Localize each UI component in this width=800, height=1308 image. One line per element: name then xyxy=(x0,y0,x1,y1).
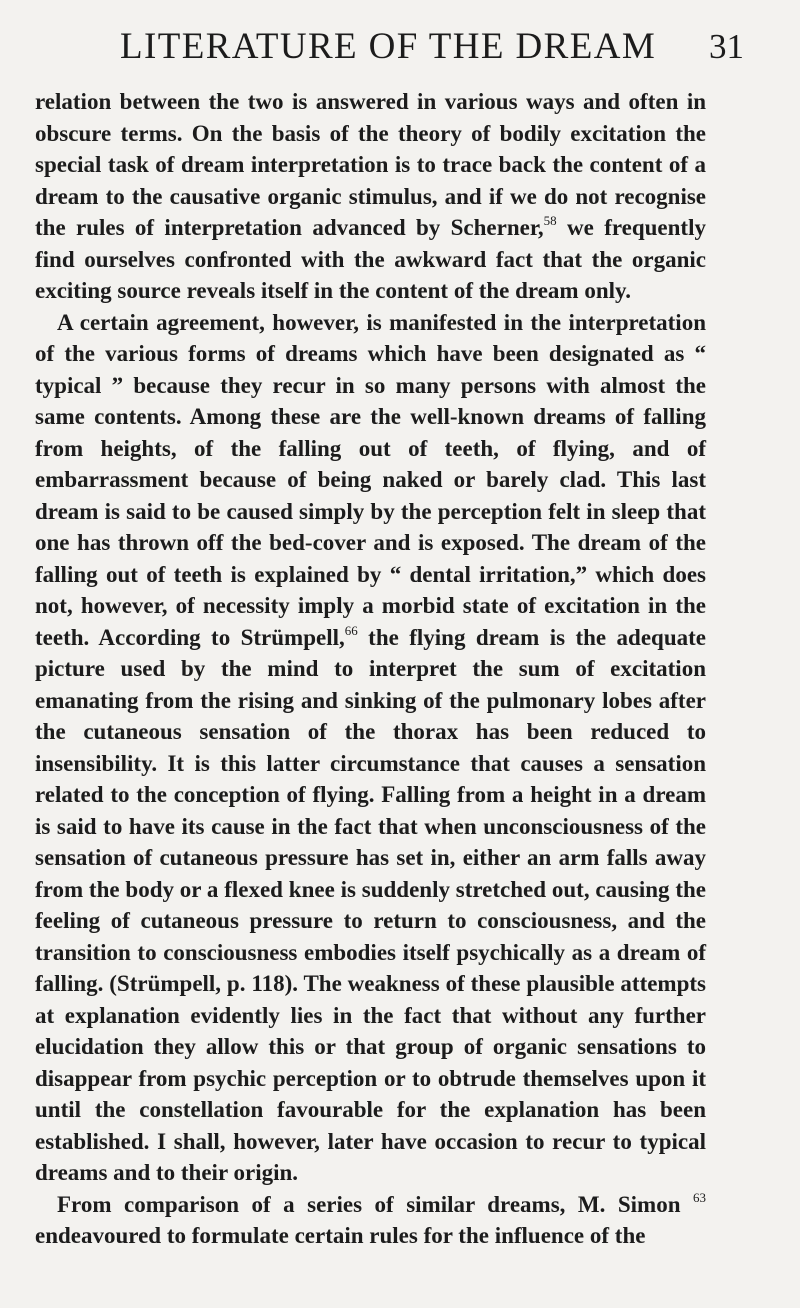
text-run: A certain agreement, however, is manifested in the interpretation of the various forms of dreams which have been designated as “ typical ” because they recur in so many persons with almost the same contents. Among these are the well-known dreams of falling from heights, of the falling out of teeth, of flying, and of embarrassment because of being naked or barely clad. This last dream is said to be caused simply by the perception felt in sleep that one has thrown off the bed-cover and is exposed. The dream of the falling out of teeth is explained by “ dental irritation,” which does not, however, of necessity imply a morbid state of excitation in the teeth. According to Strümpell, xyxy=(35,309,706,650)
text-run: From comparison of a series of similar dreams, M. Simon xyxy=(57,1191,693,1217)
text-run: relation between the two is answered in various ways and often in obscure terms. On the basis of the theory of bodily excitation the special task of dream interpretation is to trace back the content of a dream to the causative organic stimulus, and if we do not recognise the rules of interpretation advanced by Scherner, xyxy=(35,89,706,240)
page-number: 31 xyxy=(709,27,744,66)
paragraph xyxy=(35,1189,706,1252)
page-header xyxy=(64,16,744,76)
text-run: endeavoured to formulate certain rules for the influence of the xyxy=(35,1223,646,1248)
running-title: LITERATURE OF THE DREAM xyxy=(120,26,657,67)
paragraph xyxy=(35,307,706,1189)
paragraph xyxy=(35,86,706,307)
body-text xyxy=(35,86,706,1252)
footnote-reference: 58 xyxy=(543,213,557,228)
text-run: the flying dream is the adequate picture used by the mind to interpret the sum of excitation emanating from the rising and sinking of the pulmonary lobes after the cutaneous sensation of the thorax has been reduced to insensibility. It is this latter circumstance that causes a sensation related to the conception of flying. Falling from a height in a dream is said to have its cause in the fact that when unconsciousness of the sensation of cutaneous pressure has set in, either an arm falls away from the body or a flexed knee is suddenly stretched out, causing the feeling of cutaneous pressure to return to consciousness, and the transition to consciousness embodies itself psychically as a dream of falling. (Strümpell, p. 118). The weakness of these plausible attempts at explanation evidently lies in the fact that without any further elucidation they allow this or that group of organic sensations to disappear from psychic perception or to obtrude themselves upon it until the constellation favourable for the explanation has been established. I shall, however, later have occasion to recur to typical dreams and to their origin. xyxy=(35,624,707,1185)
footnote-reference: 66 xyxy=(344,622,358,638)
footnote-reference: 63 xyxy=(693,1189,706,1205)
text-run: we frequently find ourselves confronted with the awkward fact that the organic exciting source reveals itself in the content of the dream only. xyxy=(35,215,706,303)
